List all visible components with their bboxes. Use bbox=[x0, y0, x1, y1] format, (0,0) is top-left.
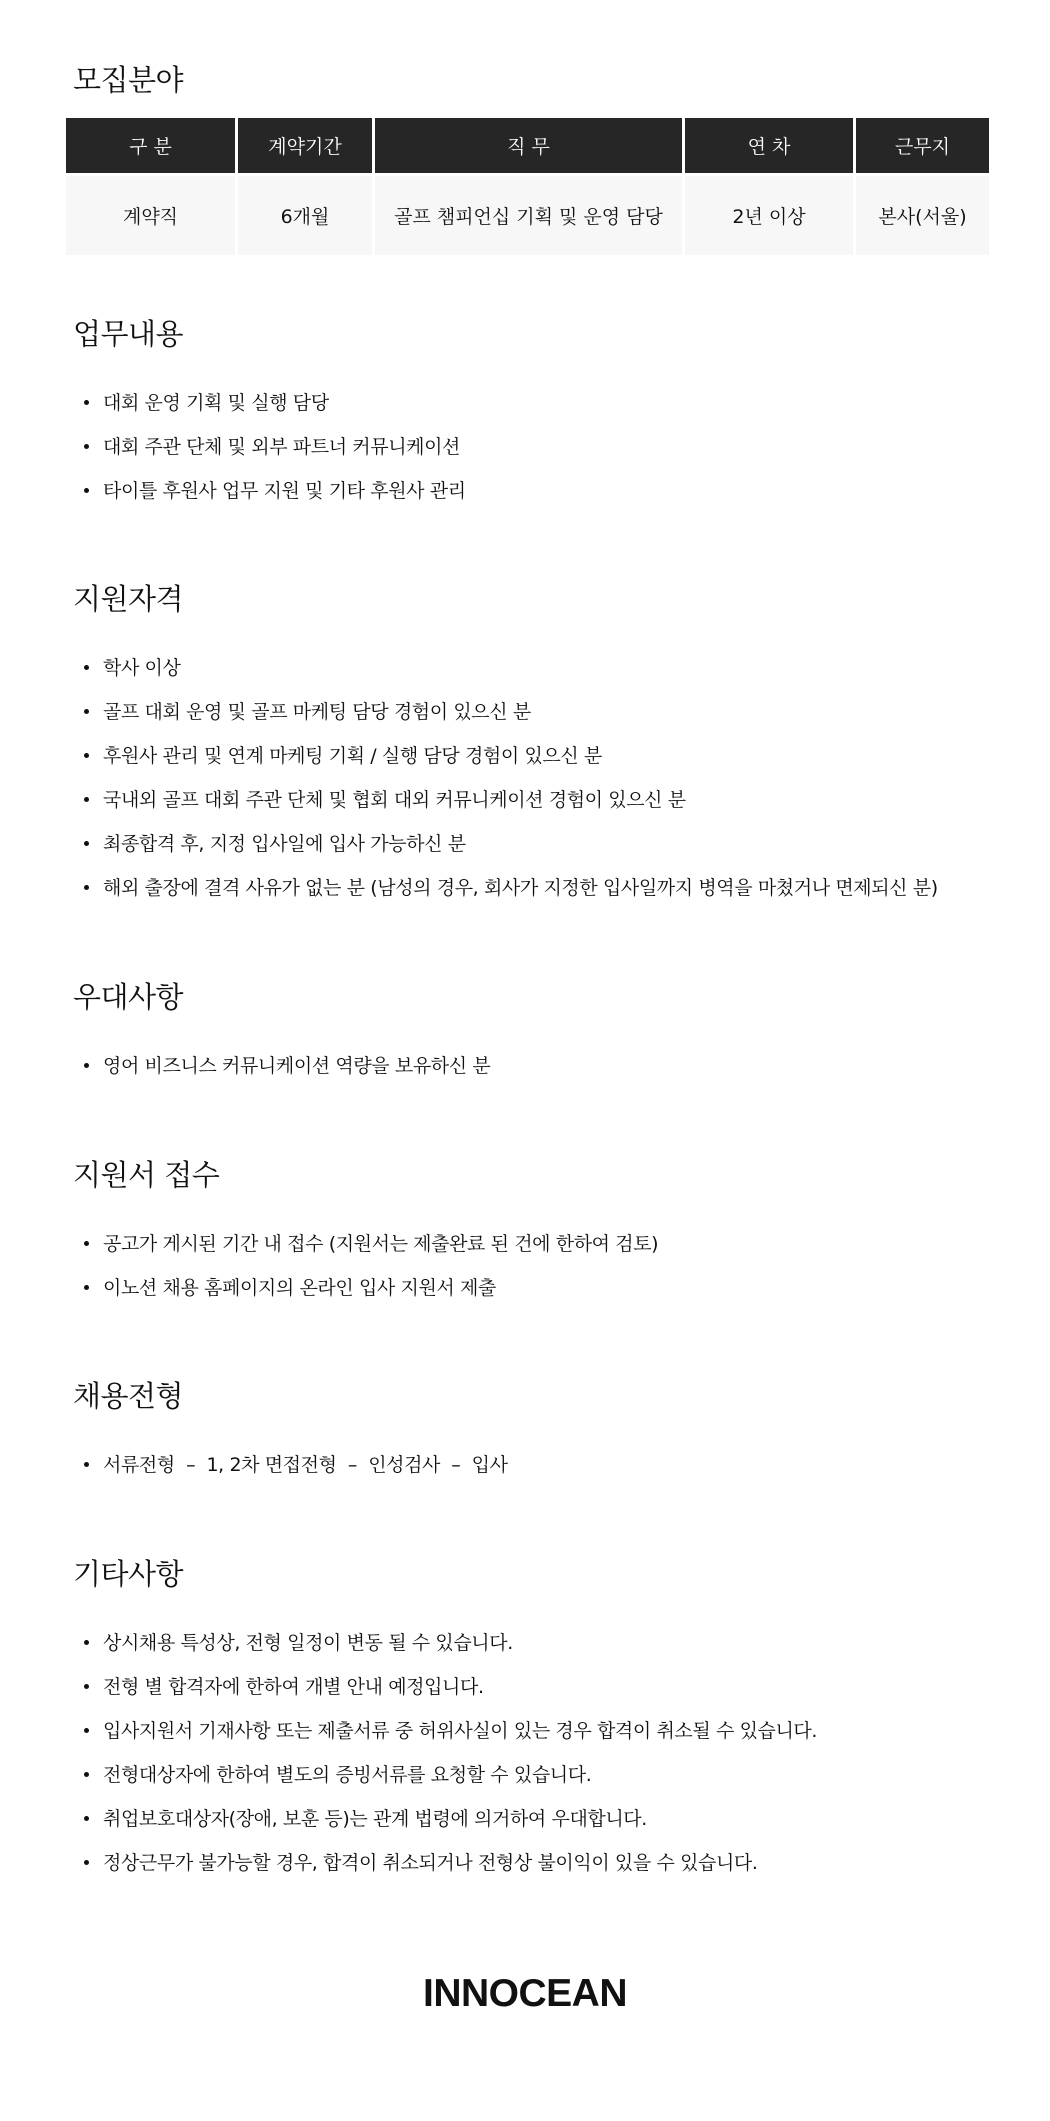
list-item-text: 대회 운영 기획 및 실행 담당 bbox=[103, 392, 329, 414]
etc-list bbox=[82, 1621, 817, 1885]
section-title-qualifications: 지원자격 bbox=[73, 582, 184, 616]
list-item bbox=[82, 1753, 817, 1797]
section-title-recruit-field: 모집분야 bbox=[73, 63, 184, 97]
list-item-text: 학사 이상 bbox=[103, 657, 181, 679]
list-item bbox=[82, 425, 466, 469]
list-item-text: 입사지원서 기재사항 또는 제출서류 중 허위사실이 있는 경우 합격이 취소될 수 있습니다. bbox=[103, 1720, 818, 1742]
bullet-icon bbox=[84, 1462, 89, 1467]
list-item bbox=[82, 1841, 817, 1885]
list-item bbox=[82, 1621, 817, 1665]
table-cell-category: 계약직 bbox=[66, 176, 235, 255]
list-item-text: 이노션 채용 홈페이지의 온라인 입사 지원서 제출 bbox=[103, 1277, 496, 1299]
bullet-icon bbox=[84, 885, 89, 890]
list-item bbox=[82, 469, 466, 513]
list-item bbox=[82, 1222, 658, 1266]
list-item bbox=[82, 1443, 508, 1487]
list-item-text: 전형대상자에 한하여 별도의 증빙서류를 요청할 수 있습니다. bbox=[103, 1764, 592, 1786]
list-item bbox=[82, 1709, 817, 1753]
section-title-preferences: 우대사항 bbox=[73, 980, 184, 1014]
list-item bbox=[82, 690, 938, 734]
duties-list bbox=[82, 381, 466, 513]
section-title-process: 채용전형 bbox=[73, 1379, 184, 1413]
process-list bbox=[82, 1443, 508, 1487]
table-cell-location: 본사(서울) bbox=[856, 176, 989, 255]
list-item-text: 서류전형 – 1, 2차 면접전형 – 인성검사 – 입사 bbox=[103, 1454, 508, 1476]
list-item bbox=[82, 1044, 490, 1088]
list-item-text: 취업보호대상자(장애, 보훈 등)는 관계 법령에 의거하여 우대합니다. bbox=[103, 1808, 647, 1830]
list-item-text: 영어 비즈니스 커뮤니케이션 역량을 보유하신 분 bbox=[103, 1055, 491, 1077]
bullet-icon bbox=[84, 1684, 89, 1689]
bullet-icon bbox=[84, 1728, 89, 1733]
list-item-text: 최종합격 후, 지정 입사일에 입사 가능하신 분 bbox=[103, 833, 466, 855]
table-cell-contract-period: 6개월 bbox=[238, 176, 372, 255]
table-header-category: 구 분 bbox=[66, 118, 235, 176]
qualifications-list bbox=[82, 646, 938, 910]
list-item bbox=[82, 778, 938, 822]
bullet-icon bbox=[84, 400, 89, 405]
table-row bbox=[66, 176, 989, 255]
bullet-icon bbox=[84, 1285, 89, 1290]
bullet-icon bbox=[84, 444, 89, 449]
list-item-text: 상시채용 특성상, 전형 일정이 변동 될 수 있습니다. bbox=[103, 1632, 513, 1654]
list-item bbox=[82, 646, 938, 690]
list-item-text: 대회 주관 단체 및 외부 파트너 커뮤니케이션 bbox=[103, 436, 461, 458]
list-item bbox=[82, 822, 938, 866]
section-title-duties: 업무내용 bbox=[73, 317, 184, 351]
list-item-text: 전형 별 합격자에 한하여 개별 안내 예정입니다. bbox=[103, 1676, 484, 1698]
list-item bbox=[82, 381, 466, 425]
application-list bbox=[82, 1222, 658, 1310]
preferences-list bbox=[82, 1044, 490, 1088]
section-title-etc: 기타사항 bbox=[73, 1557, 184, 1591]
list-item-text: 정상근무가 불가능할 경우, 합격이 취소되거나 전형상 불이익이 있을 수 있습니다. bbox=[103, 1852, 758, 1874]
bullet-icon bbox=[84, 709, 89, 714]
recruit-field-table bbox=[63, 118, 992, 255]
table-header-location: 근무지 bbox=[856, 118, 989, 176]
bullet-icon bbox=[84, 488, 89, 493]
innocean-logo: INNOCEAN bbox=[422, 1972, 627, 2015]
list-item-text: 공고가 게시된 기간 내 접수 (지원서는 제출완료 된 건에 한하여 검토) bbox=[103, 1233, 659, 1255]
bullet-icon bbox=[84, 1241, 89, 1246]
list-item-text: 골프 대회 운영 및 골프 마케팅 담당 경험이 있으신 분 bbox=[103, 701, 531, 723]
table-header-experience: 연 차 bbox=[685, 118, 853, 176]
table-cell-experience: 2년 이상 bbox=[685, 176, 853, 255]
list-item bbox=[82, 1797, 817, 1841]
list-item bbox=[82, 1266, 658, 1310]
table-header-contract-period: 계약기간 bbox=[238, 118, 372, 176]
section-title-application: 지원서 접수 bbox=[73, 1158, 220, 1192]
bullet-icon bbox=[84, 841, 89, 846]
bullet-icon bbox=[84, 665, 89, 670]
table-cell-job: 골프 챔피언십 기획 및 운영 담당 bbox=[375, 176, 682, 255]
bullet-icon bbox=[84, 1640, 89, 1645]
list-item bbox=[82, 866, 938, 910]
table-header-job: 직 무 bbox=[375, 118, 682, 176]
bullet-icon bbox=[84, 797, 89, 802]
list-item-text: 타이틀 후원사 업무 지원 및 기타 후원사 관리 bbox=[103, 480, 466, 502]
bullet-icon bbox=[84, 1860, 89, 1865]
bullet-icon bbox=[84, 1772, 89, 1777]
list-item bbox=[82, 1665, 817, 1709]
list-item-text: 후원사 관리 및 연계 마케팅 기획 / 실행 담당 경험이 있으신 분 bbox=[103, 745, 602, 767]
list-item-text: 국내외 골프 대회 주관 단체 및 협회 대외 커뮤니케이션 경험이 있으신 분 bbox=[103, 789, 686, 811]
list-item-text: 해외 출장에 결격 사유가 없는 분 (남성의 경우, 회사가 지정한 입사일까지 병역을 마쳤거나 면제되신 분) bbox=[103, 877, 938, 899]
table-header-row bbox=[66, 118, 989, 176]
bullet-icon bbox=[84, 753, 89, 758]
bullet-icon bbox=[84, 1816, 89, 1821]
list-item bbox=[82, 734, 938, 778]
bullet-icon bbox=[84, 1063, 89, 1068]
